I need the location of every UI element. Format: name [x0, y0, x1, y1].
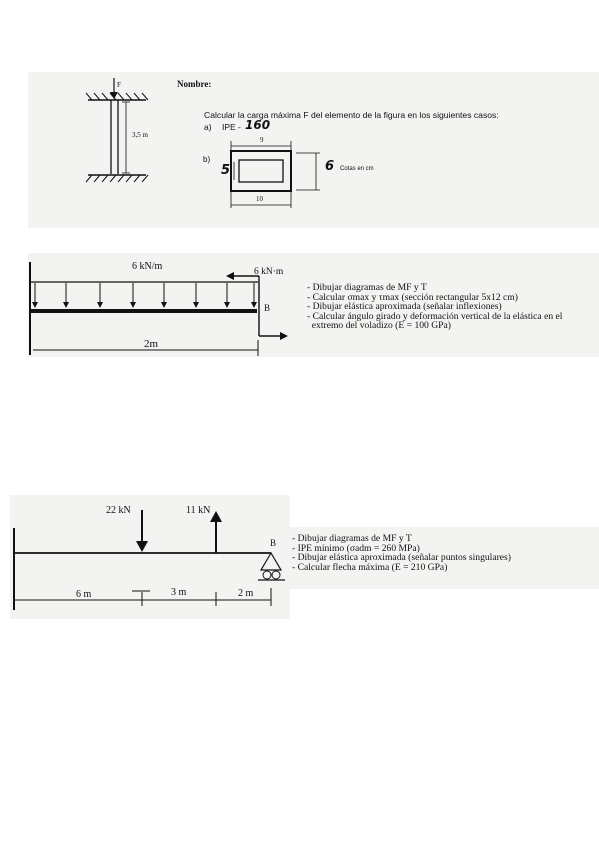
point-b-label: B: [270, 538, 277, 548]
cotas-note: Cotas en cm: [340, 166, 374, 172]
task-item: - Dibujar elástica aproximada (señalar inflexiones): [307, 301, 502, 313]
distributed-load-label: 6 kN/m: [132, 261, 163, 272]
problem-3-task-list: [292, 534, 511, 572]
span-2-label: 3 m: [171, 587, 187, 598]
section-right-dimension: 6: [325, 159, 335, 174]
column-height-label: 3,5 m: [132, 131, 148, 139]
task-item: - Calcular flecha máxima (E = 210 GPa): [292, 561, 448, 573]
nombre-label: Nombre:: [177, 79, 212, 89]
load-22kn-label: 22 kN: [106, 505, 131, 516]
section-bottom-dimension: 10: [256, 195, 263, 203]
load-f-label: F: [117, 81, 121, 89]
task-item: - Dibujar diagramas de MF y T: [292, 533, 412, 544]
span-1-label: 6 m: [76, 589, 92, 600]
task-item: - Calcular ángulo girado y deformación vertical de la elástica en el: [307, 310, 563, 322]
task-item: - Dibujar elástica aproximada (señalar puntos singulares): [292, 552, 511, 564]
moment-label: 6 kN·m: [254, 267, 284, 277]
point-b-label: B: [264, 303, 271, 313]
section-top-dimension: 9: [260, 136, 264, 144]
case-a-label: a): [204, 122, 212, 132]
case-a-text: IPE -: [222, 122, 241, 132]
span-label: 2m: [144, 338, 159, 350]
case-a-handwritten-value: 160: [245, 118, 271, 132]
section-left-dimension: 5: [221, 163, 231, 178]
task-item: - Dibujar diagramas de MF y T: [307, 282, 427, 293]
span-3-label: 2 m: [238, 588, 254, 599]
case-b-label: b): [203, 155, 211, 164]
load-11kn-label: 11 kN: [186, 505, 211, 516]
task-item: extremo del voladizo (E = 100 GPa): [307, 320, 451, 332]
task-item: - IPE mínimo (σadm = 260 MPa): [292, 542, 420, 554]
task-item: - Calcular σmax y τmax (sección rectangular 5x12 cm): [307, 291, 518, 303]
problem-1-instruction: Calcular la carga máxima F del elemento de la figura en los siguientes casos:: [204, 110, 499, 120]
